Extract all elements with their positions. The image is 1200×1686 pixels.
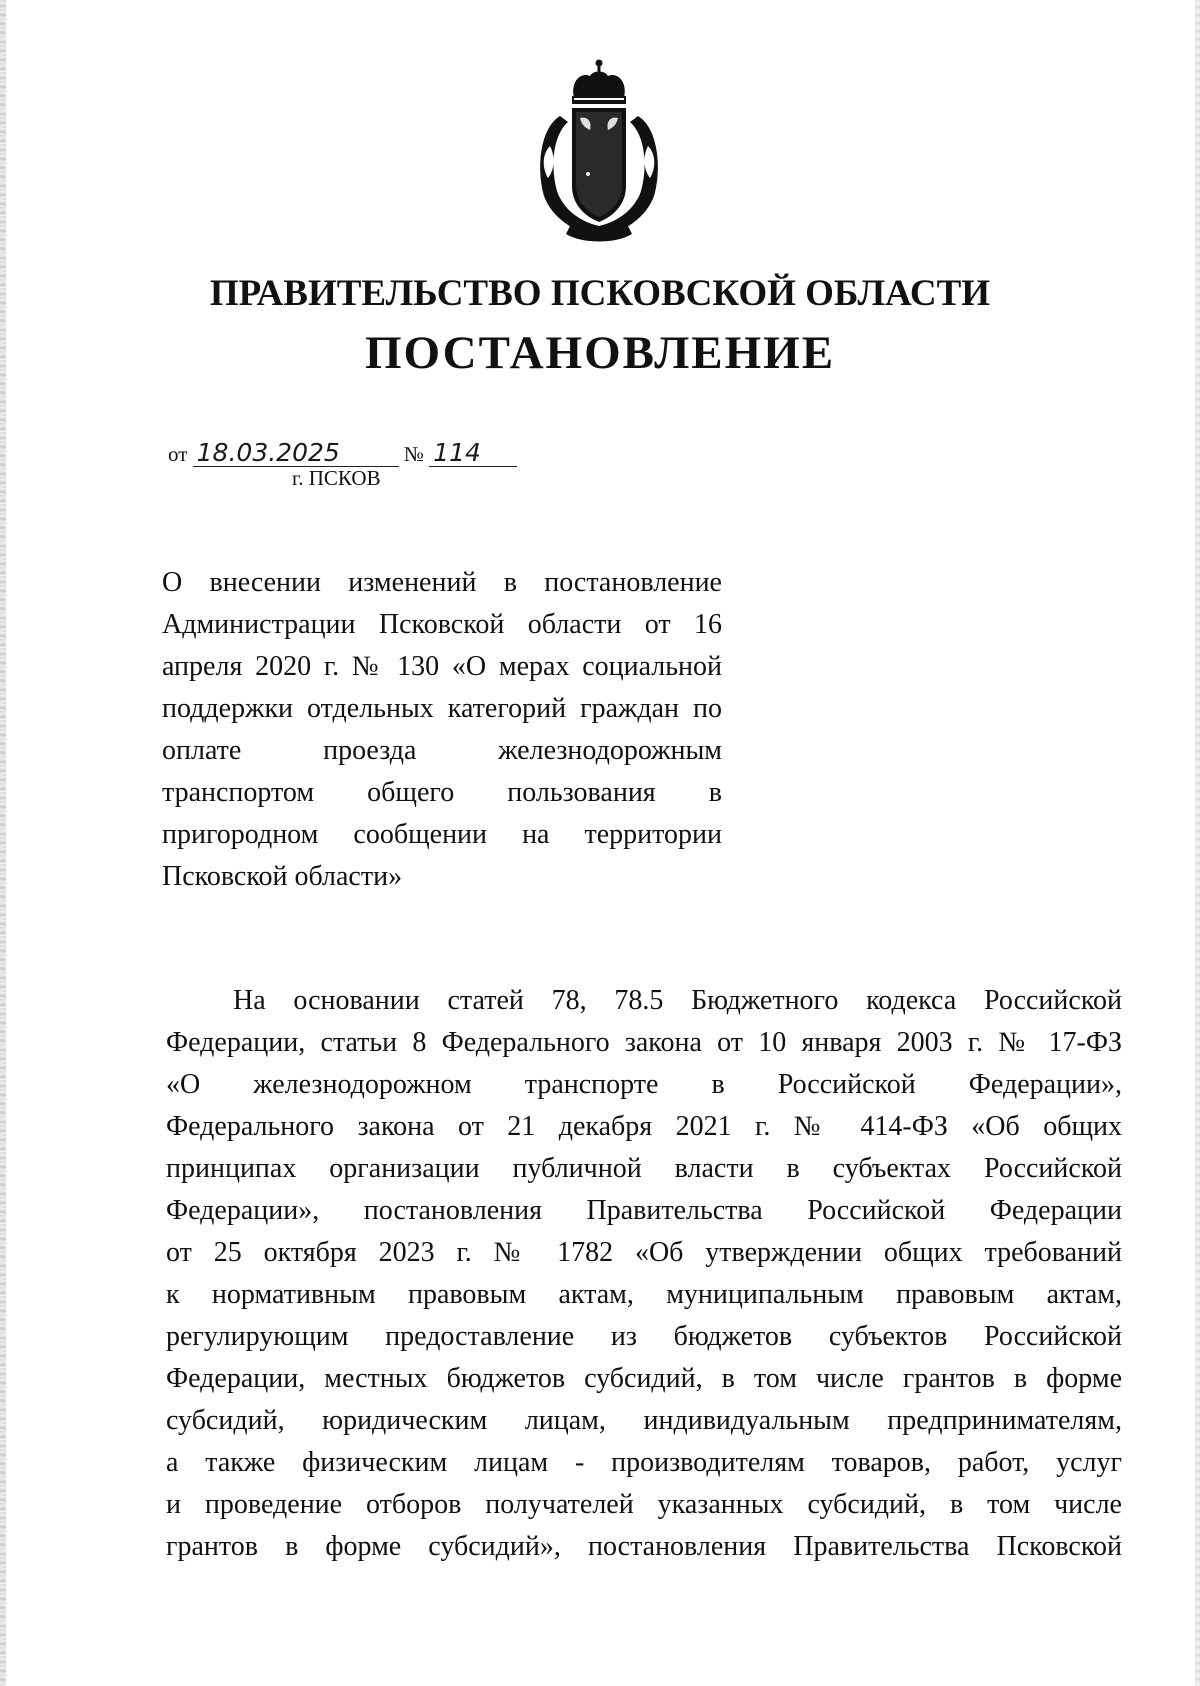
body-line: Федерального закона от 21 декабря 2021 г. № 414-ФЗ «Об общих	[166, 1111, 1122, 1142]
document-subject	[162, 562, 722, 898]
body-line: от 25 октября 2023 г. № 1782 «Об утверждении общих требований	[166, 1237, 1122, 1268]
organization-title: ПРАВИТЕЛЬСТВО ПСКОВСКОЙ ОБЛАСТИ	[209, 273, 991, 314]
coat-of-arms-icon	[530, 58, 668, 244]
body-line: субсидий, юридическим лицам, индивидуальным предпринимателям,	[166, 1405, 1122, 1436]
scan-edge-right	[1195, 0, 1200, 1686]
subject-line: социальной поддержки отдельных	[162, 651, 722, 724]
body-line: и проведение отборов получателей указанных субсидий, в том числе	[166, 1489, 1122, 1520]
body-line: Федерации, местных бюджетов субсидий, в том числе грантов в форме	[166, 1363, 1122, 1394]
body-line: регулирующим предоставление из бюджетов субъектов Российской	[166, 1321, 1122, 1352]
body-line: к нормативным правовым актам, муниципальным правовым актам,	[166, 1279, 1122, 1310]
scan-edge-left	[0, 0, 6, 1686]
subject-line: от 16 апреля 2020 г. № 130 «О мерах	[162, 609, 722, 682]
subject-line: О внесении изменений в постановление	[162, 567, 722, 598]
subject-line: пользования в пригородном сообщении	[162, 777, 722, 850]
handwritten-number: 114	[429, 440, 517, 467]
body-line: принципах организации публичной власти в субъектах Российской	[166, 1153, 1122, 1184]
body-line: «О железнодорожном транспорте в Российской Федерации»,	[166, 1069, 1122, 1100]
body-line: а также физическим лицам - производителям товаров, работ, услуг	[166, 1447, 1122, 1478]
body-line: Федерации, статьи 8 Федерального закона от 10 января 2003 г. № 17-ФЗ	[166, 1027, 1122, 1058]
body-line: грантов в форме субсидий», постановления Правительства Псковской	[166, 1531, 1122, 1562]
date-prefix: от	[168, 442, 188, 466]
body-line: Федерации», постановления Правительства Российской Федерации	[166, 1195, 1122, 1226]
subject-line: железнодорожным транспортом общего	[162, 735, 722, 808]
date-number-line	[168, 440, 517, 467]
document-type-title: ПОСТАНОВЛЕНИЕ	[364, 327, 836, 379]
subject-line: Администрации Псковской области	[162, 609, 645, 640]
document-body	[166, 980, 1122, 1568]
handwritten-date: 18.03.2025	[193, 440, 399, 467]
subject-line: категорий граждан по оплате проезда	[162, 693, 722, 766]
subject-line: на территории Псковской области»	[162, 819, 722, 892]
number-prefix: №	[403, 442, 424, 466]
body-line: На основании статей 78, 78.5 Бюджетного кодекса Российской	[233, 985, 1122, 1016]
city-label: г. ПСКОВ	[292, 466, 381, 490]
